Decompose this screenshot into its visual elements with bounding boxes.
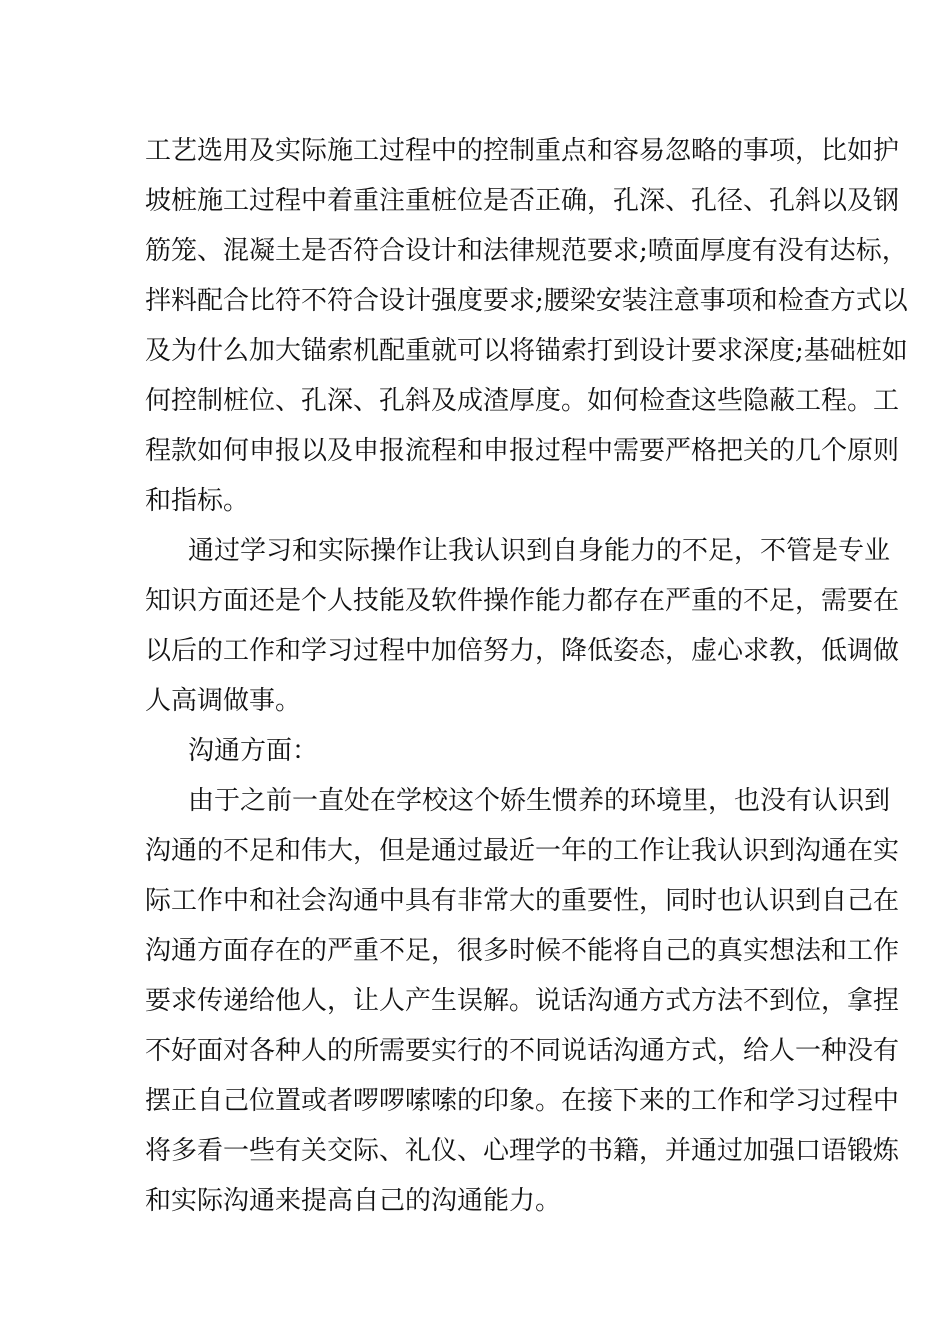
paragraph-line: 沟通方面存在的严重不足，很多时候不能将自己的真实想法和工作 — [145, 936, 900, 966]
paragraph-line: 沟通的不足和伟大，但是通过最近一年的工作让我认识到沟通在实 — [145, 836, 900, 866]
paragraph-line: 坡桩施工过程中着重注重桩位是否正确，孔深、孔径、孔斜以及钢 — [145, 186, 900, 216]
paragraph-line: 程款如何申报以及申报流程和申报过程中需要严格把关的几个原则 — [145, 436, 900, 466]
paragraph-line: 知识方面还是个人技能及软件操作能力都存在严重的不足，需要在 — [145, 586, 900, 616]
section-heading: 沟通方面： — [188, 736, 319, 766]
paragraph-line: 摆正自己位置或者啰啰嗦嗦的印象。在接下来的工作和学习过程中 — [145, 1086, 900, 1116]
paragraph-line: 和指标。 — [145, 486, 250, 516]
paragraph-line: 由于之前一直处在学校这个娇生惯养的环境里，也没有认识到 — [188, 786, 891, 816]
paragraph-line: 人高调做事。 — [145, 686, 302, 716]
paragraph-line: 筋笼、混凝土是否符合设计和法律规范要求;喷面厚度有没有达标， — [145, 236, 908, 266]
paragraph-line: 不好面对各种人的所需要实行的不同说话沟通方式，给人一种没有 — [145, 1036, 900, 1066]
paragraph-line: 拌料配合比符不符合设计强度要求;腰梁安装注意事项和检查方式以 — [145, 286, 908, 316]
paragraph-line: 何控制桩位、孔深、孔斜及成渣厚度。如何检查这些隐蔽工程。工 — [145, 386, 900, 416]
paragraph-line: 及为什么加大锚索机配重就可以将锚索打到设计要求深度;基础桩如 — [145, 336, 908, 366]
paragraph-line: 将多看一些有关交际、礼仪、心理学的书籍，并通过加强口语锻炼 — [145, 1136, 900, 1166]
paragraph-line: 通过学习和实际操作让我认识到自身能力的不足，不管是专业 — [188, 536, 891, 566]
paragraph-line: 际工作中和社会沟通中具有非常大的重要性，同时也认识到自己在 — [145, 886, 900, 916]
paragraph-line: 以后的工作和学习过程中加倍努力，降低姿态，虚心求教，低调做 — [145, 636, 900, 666]
paragraph-line: 要求传递给他人，让人产生误解。说话沟通方式方法不到位，拿捏 — [145, 986, 900, 1016]
paragraph-line: 工艺选用及实际施工过程中的控制重点和容易忽略的事项，比如护 — [145, 136, 900, 166]
paragraph-line: 和实际沟通来提高自己的沟通能力。 — [145, 1186, 562, 1216]
